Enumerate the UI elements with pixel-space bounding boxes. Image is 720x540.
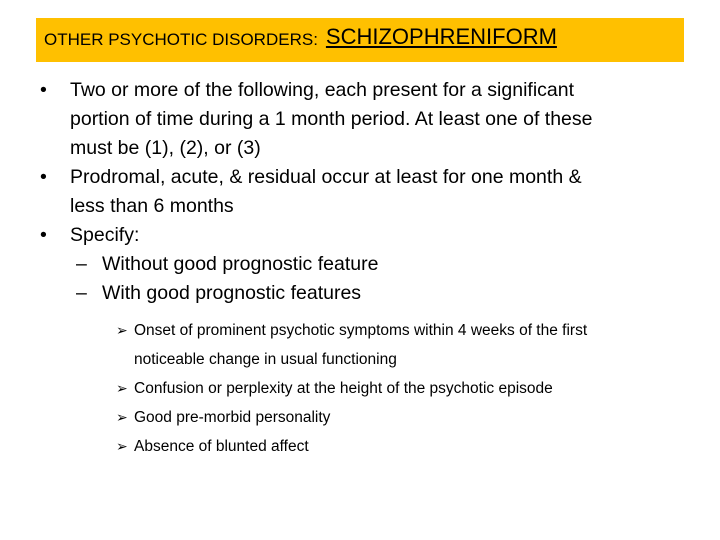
bullet-dot-icon: • bbox=[40, 166, 47, 188]
feature-item bbox=[40, 432, 690, 461]
feature-text-line: Good pre-morbid personality bbox=[134, 409, 331, 426]
arrow-bullet-icon: ➢ bbox=[116, 438, 128, 454]
feature-text-line: Onset of prominent psychotic symptoms within 4 weeks of the first bbox=[134, 322, 588, 339]
arrow-bullet-icon: ➢ bbox=[116, 409, 128, 425]
title-main: SCHIZOPHRENIFORM bbox=[325, 24, 557, 49]
bullet-text-line: less than 6 months bbox=[70, 195, 234, 217]
feature-text-line: Absence of blunted affect bbox=[134, 438, 309, 455]
bullet-item bbox=[40, 163, 690, 221]
bullet-text-line: Specify: bbox=[70, 224, 140, 246]
slide-content bbox=[40, 76, 690, 461]
sub-bullet-text: With good prognostic features bbox=[102, 282, 362, 304]
dash-icon: – bbox=[76, 253, 87, 275]
title-prefix: OTHER PSYCHOTIC DISORDERS: bbox=[44, 30, 318, 49]
feature-item bbox=[40, 403, 690, 432]
feature-text-line: noticeable change in usual functioning bbox=[134, 351, 397, 368]
bullet-text-line: Prodromal, acute, & residual occur at least for one month & bbox=[70, 166, 582, 188]
bullet-item bbox=[40, 76, 690, 163]
sub-bullet-item bbox=[40, 279, 690, 308]
sub-bullet-text: Without good prognostic feature bbox=[102, 253, 379, 275]
feature-list bbox=[40, 316, 690, 461]
feature-text-line: Confusion or perplexity at the height of the psychotic episode bbox=[134, 380, 553, 397]
arrow-bullet-icon: ➢ bbox=[116, 380, 128, 396]
dash-icon: – bbox=[76, 282, 87, 304]
sub-bullet-item bbox=[40, 250, 690, 279]
bullet-text-line: Two or more of the following, each present for a significant bbox=[70, 79, 575, 101]
arrow-bullet-icon: ➢ bbox=[116, 322, 128, 338]
bullet-dot-icon: • bbox=[40, 79, 47, 101]
bullet-text-line: must be (1), (2), or (3) bbox=[70, 137, 261, 159]
bullet-dot-icon: • bbox=[40, 224, 47, 246]
slide-title-bar bbox=[36, 18, 684, 62]
feature-item bbox=[40, 374, 690, 403]
bullet-text-line: portion of time during a 1 month period. At least one of these bbox=[70, 108, 593, 130]
feature-item bbox=[40, 316, 690, 374]
bullet-item bbox=[40, 221, 690, 250]
